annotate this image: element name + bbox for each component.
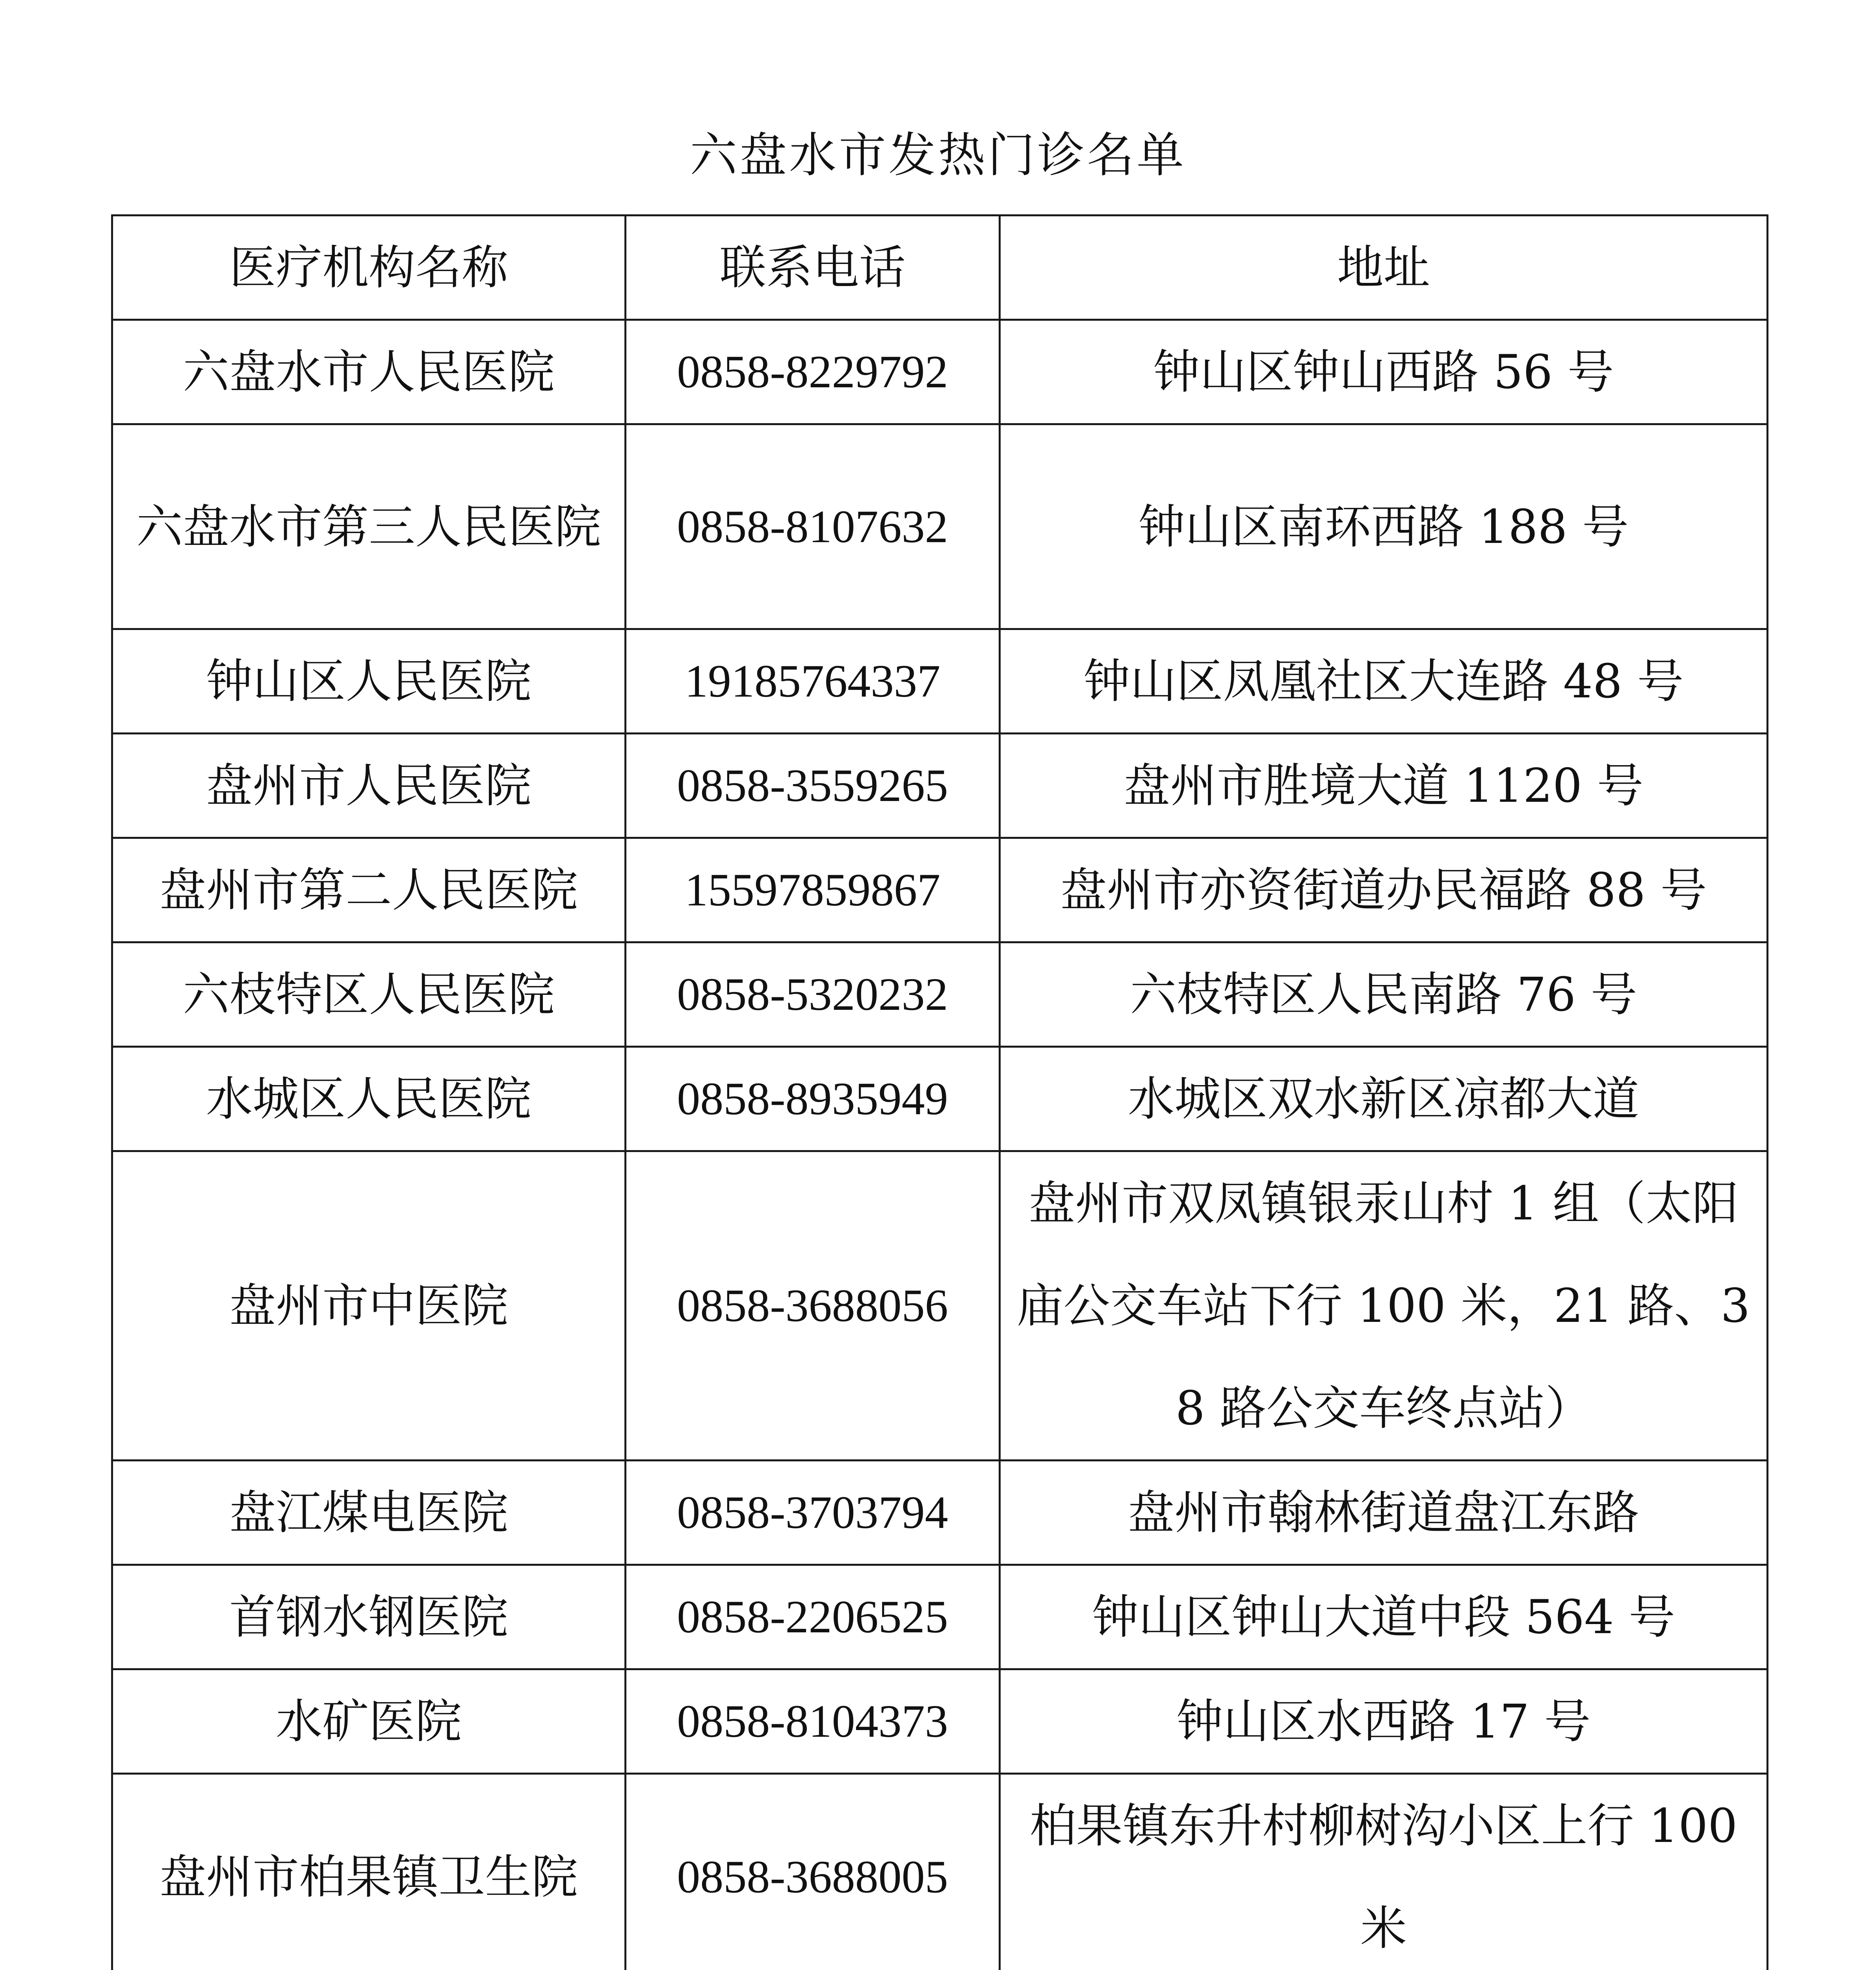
address: 盘州市胜境大道 1120 号 [1000, 734, 1768, 838]
phone-number: 0858-3688005 [626, 1774, 1000, 1970]
phone-number: 19185764337 [626, 629, 1000, 734]
address: 盘州市双凤镇银汞山村 1 组（太阳庙公交车站下行 100 米，21 路、38 路公交车终点站） [1000, 1151, 1768, 1461]
address: 水城区双水新区凉都大道 [1000, 1047, 1768, 1151]
institution-name: 六盘水市人民医院 [112, 320, 626, 424]
header-institution-name: 医疗机构名称 [112, 216, 626, 320]
address: 柏果镇东升村柳树沟小区上行 100 米 [1000, 1774, 1768, 1970]
table-row [112, 1047, 1768, 1151]
phone-number: 0858-8229792 [626, 320, 1000, 424]
table-row [112, 1461, 1768, 1565]
phone-number: 0858-8107632 [626, 424, 1000, 629]
table-row [112, 838, 1768, 942]
institution-name: 盘州市第二人民医院 [112, 838, 626, 942]
institution-name: 首钢水钢医院 [112, 1565, 626, 1669]
phone-number: 15597859867 [626, 838, 1000, 942]
fever-clinic-table [111, 214, 1768, 1970]
address: 盘州市亦资街道办民福路 88 号 [1000, 838, 1768, 942]
phone-number: 0858-8104373 [626, 1669, 1000, 1774]
phone-number: 0858-2206525 [626, 1565, 1000, 1669]
address: 六枝特区人民南路 76 号 [1000, 942, 1768, 1047]
institution-name: 六枝特区人民医院 [112, 942, 626, 1047]
institution-name: 盘州市人民医院 [112, 734, 626, 838]
phone-number: 0858-8935949 [626, 1047, 1000, 1151]
phone-number: 0858-3703794 [626, 1461, 1000, 1565]
table-row [112, 1151, 1768, 1461]
address: 钟山区南环西路 188 号 [1000, 424, 1768, 629]
phone-number: 0858-3559265 [626, 734, 1000, 838]
address: 钟山区钟山大道中段 564 号 [1000, 1565, 1768, 1669]
address: 钟山区钟山西路 56 号 [1000, 320, 1768, 424]
institution-name: 六盘水市第三人民医院 [112, 424, 626, 629]
phone-number: 0858-5320232 [626, 942, 1000, 1047]
institution-name: 盘州市中医院 [112, 1151, 626, 1461]
address: 钟山区水西路 17 号 [1000, 1669, 1768, 1774]
table-row [112, 734, 1768, 838]
table-row [112, 629, 1768, 734]
table-row [112, 942, 1768, 1047]
header-address: 地址 [1000, 216, 1768, 320]
address: 盘州市翰林街道盘江东路 [1000, 1461, 1768, 1565]
institution-name: 水城区人民医院 [112, 1047, 626, 1151]
institution-name: 水矿医院 [112, 1669, 626, 1774]
page-title: 六盘水市发热门诊名单 [690, 128, 1186, 183]
table-row [112, 1774, 1768, 1970]
phone-number: 0858-3688056 [626, 1151, 1000, 1461]
header-phone: 联系电话 [626, 216, 1000, 320]
institution-name: 钟山区人民医院 [112, 629, 626, 734]
table-row [112, 424, 1768, 629]
table-row [112, 1565, 1768, 1669]
institution-name: 盘江煤电医院 [112, 1461, 626, 1565]
table-header-row [112, 216, 1768, 320]
institution-name: 盘州市柏果镇卫生院 [112, 1774, 626, 1970]
table-row [112, 320, 1768, 424]
address: 钟山区凤凰社区大连路 48 号 [1000, 629, 1768, 734]
table-row [112, 1669, 1768, 1774]
